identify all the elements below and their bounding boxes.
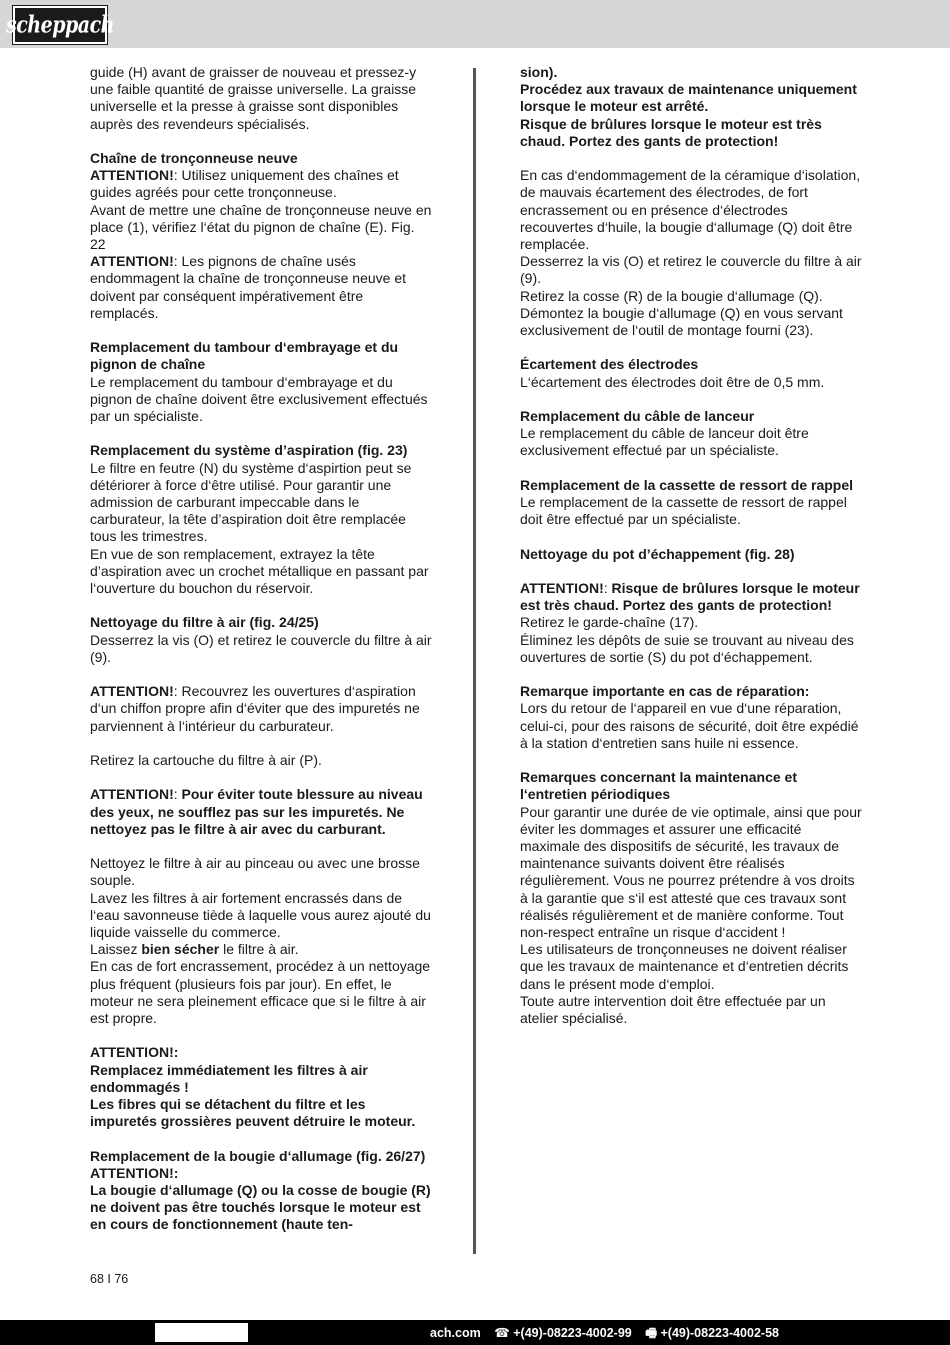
column-divider bbox=[473, 68, 476, 1254]
section-heading: Remplacement du câble de lanceur bbox=[520, 408, 755, 425]
paragraph-spacer bbox=[520, 666, 862, 683]
heading-line bbox=[520, 64, 862, 81]
heading-line bbox=[520, 546, 862, 563]
heading-line bbox=[90, 1165, 432, 1182]
section-heading: Remarque importante en cas de réparation: bbox=[520, 683, 810, 700]
footer-fax: 🖷 +(49)-08223-4002-58 bbox=[645, 1326, 779, 1340]
footer-phone: ☎ +(49)-08223-4002-99 bbox=[494, 1326, 632, 1340]
paragraph-spacer bbox=[90, 666, 432, 683]
body-paragraph bbox=[90, 941, 432, 958]
body-paragraph: Les utilisateurs de tronçonneuses ne doivent réaliser que les travaux de maintenance et d‘entretien décrits dans le présent mode d‘emploi. bbox=[520, 941, 849, 992]
heading-line bbox=[520, 683, 862, 700]
paragraph-spacer bbox=[520, 752, 862, 769]
heading-line bbox=[520, 477, 862, 494]
heading-line bbox=[520, 356, 862, 373]
paragraph-spacer bbox=[520, 391, 862, 408]
paragraph-spacer bbox=[520, 528, 862, 545]
footer-white-block bbox=[155, 1323, 248, 1342]
brand-logo-text: scheppach bbox=[6, 11, 114, 39]
footer-website: ach.com bbox=[430, 1326, 481, 1340]
section-heading: Les fibres qui se détachent du filtre et les impuretés grossières peuvent détruire le moteur. bbox=[90, 1096, 416, 1130]
heading-line bbox=[90, 1096, 432, 1130]
heading-line bbox=[90, 150, 432, 167]
body-paragraph: guide (H) avant de graisser de nouveau et pressez-y une faible quantité de graisse universelle. La graisse universelle et la presse à graisse sont disponibles auprès des revendeurs spécialisés. bbox=[90, 64, 417, 132]
section-heading: Remplacement du tambour d‘embrayage et du pignon de chaîne bbox=[90, 339, 399, 373]
body-paragraph: Desserrez la vis (O) et retirez le couvercle du filtre à air (9). bbox=[520, 253, 862, 287]
paragraph-spacer bbox=[90, 769, 432, 786]
body-paragraph: Retirez le garde-chaîne (17). bbox=[520, 614, 699, 631]
warning-paragraph bbox=[90, 253, 432, 322]
heading-line bbox=[90, 1182, 432, 1234]
section-heading: Chaîne de tronçonneuse neuve bbox=[90, 150, 298, 166]
paragraph-spacer bbox=[90, 1027, 432, 1044]
heading-line bbox=[90, 1148, 432, 1165]
body-paragraph: En vue de son remplacement, extrayez la tête d’aspiration avec un crochet métallique en passant par l‘ouverture du bouchon du réservoir. bbox=[90, 545, 429, 597]
section-heading: La bougie d‘allumage (Q) ou la cosse de bougie (R) ne doivent pas être touchés lorsque le moteur est en cours de fonctionnement (haute ten- bbox=[90, 1182, 431, 1233]
body-paragraph: L‘écartement des électrodes doit être de 0,5 mm. bbox=[520, 373, 825, 390]
body-paragraph: Pour garantir une durée de vie optimale, ainsi que pour éviter les dommages et assurer une efficacité maximale des dispositifs de sécurité, les travaux de maintenance suivants doivent être réalisés régulièrement. Vous ne pourrez prétendre à vos droits à la garantie que s‘il est attesté que ces travaux sont réalisés régulièrement et de manière conforme. Tout non-respect entraîne un risque d‘accident ! bbox=[520, 803, 862, 941]
warning-paragraph bbox=[90, 683, 432, 735]
paragraph-spacer bbox=[90, 838, 432, 855]
warning-paragraph: ATTENTION!: Risque de brûlures lorsque le moteur est très chaud. Portez des gants de protection! bbox=[520, 580, 860, 614]
section-heading: Risque de brûlures lorsque le moteur est très chaud. Portez des gants de protection! bbox=[520, 115, 822, 149]
left-text-column bbox=[90, 64, 432, 1234]
footer-contact bbox=[430, 1324, 950, 1345]
section-heading: Remarques concernant la maintenance et l‘entretien périodiques bbox=[520, 769, 797, 803]
emphasis-run: bien sécher bbox=[141, 941, 220, 958]
paragraph-spacer bbox=[90, 597, 432, 614]
body-paragraph: Retirez la cartouche du filtre à air (P). bbox=[90, 752, 322, 769]
heading-line bbox=[520, 116, 862, 150]
body-paragraph: Lors du retour de l‘appareil en vue d‘une réparation, celui-ci, pour des raisons de sécurité, doit être expédié à la station d‘entretien sans huile ni essence. bbox=[520, 700, 859, 751]
heading-line bbox=[90, 1062, 432, 1096]
body-paragraph: Le remplacement du tambour d‘embrayage et du pignon de chaîne doivent être exclusivement effectués par un spécialiste. bbox=[90, 373, 428, 425]
paragraph-spacer bbox=[90, 133, 432, 150]
warning-label: ATTENTION! bbox=[90, 253, 174, 270]
section-heading: Nettoyage du pot d’échappement (fig. 28) bbox=[520, 545, 795, 562]
section-heading: Remplacement de la bougie d‘allumage (fig. 26/27) bbox=[90, 1147, 426, 1164]
section-heading: sion). bbox=[520, 64, 558, 80]
paragraph-spacer bbox=[90, 1130, 432, 1147]
section-heading: Procédez aux travaux de maintenance uniquement lorsque le moteur est arrêté. bbox=[520, 81, 857, 115]
body-paragraph: Desserrez la vis (O) et retirez le couvercle du filtre à air (9). bbox=[90, 631, 432, 665]
warning-text: Risque de brûlures lorsque le moteur est très chaud. Portez des gants de protection! bbox=[520, 580, 860, 614]
paragraph-spacer bbox=[520, 150, 862, 167]
section-heading: Remplacement du système d’aspiration (fig. 23) bbox=[90, 442, 408, 459]
body-paragraph: Lavez les filtres à air fortement encrassés dans de l‘eau savonneuse tiède à laquelle vous aurez ajouté du liquide vaisselle du commerce. bbox=[90, 889, 431, 941]
warning-text: : Les pignons de chaîne usés endommagent la chaîne de tronçonneuse neuve et doivent par conséquent impérativement être remplacés. bbox=[90, 253, 407, 321]
paragraph-spacer bbox=[520, 563, 862, 580]
section-heading: ATTENTION!: bbox=[90, 1164, 179, 1181]
body-paragraph: En cas d‘endommagement de la céramique d‘isolation, de mauvais écartement des électrodes, de fort encrassement ou en présence d‘électrodes recouvertes d‘huile, la bougie d‘allumage (Q) doit être remplacée. bbox=[520, 167, 861, 253]
right-text-column bbox=[520, 64, 862, 1027]
body-paragraph: Toute autre intervention doit être effectuée par un atelier spécialisé. bbox=[520, 992, 826, 1027]
warning-text: Pour éviter toute blessure au niveau des yeux, ne soufflez pas sur les impuretés. Ne nettoyez pas le filtre à air avec du carburant. bbox=[90, 786, 423, 837]
section-heading: ATTENTION!: bbox=[90, 1044, 179, 1061]
heading-line bbox=[90, 442, 432, 459]
page-header bbox=[0, 0, 950, 48]
heading-line bbox=[520, 769, 862, 803]
body-paragraph: Le remplacement de la cassette de ressort de rappel doit être effectué par un spécialiste. bbox=[520, 494, 847, 528]
paragraph-spacer bbox=[520, 460, 862, 477]
text-run: Laissez bbox=[90, 941, 142, 958]
warning-label: ATTENTION! bbox=[90, 683, 174, 700]
warning-label: ATTENTION! bbox=[90, 786, 174, 803]
body-paragraph: Le filtre en feutre (N) du système d‘aspirtion peut se détériorer à force d‘être utilisé. Pour garantir une admission de carburant impeccable dans le carburateur, la tête d’aspiration doit être remplacée tous les trimestres. bbox=[90, 459, 412, 545]
paragraph-spacer bbox=[90, 425, 432, 442]
heading-line bbox=[520, 408, 862, 425]
warning-text: : Recouvrez les ouvertures d‘aspiration d‘un chiffon propre afin d‘éviter que des impuretés ne parviennent à l‘intérieur du carburateur. bbox=[90, 683, 420, 734]
body-paragraph: Avant de mettre une chaîne de tronçonneuse neuve en place (1), vérifiez l‘état du pignon de chaîne (E). Fig. 22 bbox=[90, 201, 432, 253]
brand-logo bbox=[6, 6, 114, 44]
page-number: 68 I 76 bbox=[90, 1272, 129, 1286]
body-paragraph: Retirez la cosse (R) de la bougie d‘allumage (Q). Démontez la bougie d‘allumage (Q) en vous servant exclusivement de l‘outil de montage fourni (23). bbox=[520, 287, 843, 339]
heading-line bbox=[520, 81, 862, 115]
body-paragraph: Nettoyez le filtre à air au pinceau ou avec une brosse souple. bbox=[90, 855, 420, 889]
body-paragraph: Le remplacement du câble de lanceur doit être exclusivement effectué par un spécialiste. bbox=[520, 425, 809, 459]
page-footer bbox=[0, 1320, 950, 1345]
body-paragraph: Éliminez les dépôts de suie se trouvant au niveau des ouvertures de sortie (S) du pot d‘échappement. bbox=[520, 631, 854, 665]
paragraph-spacer bbox=[90, 322, 432, 339]
paragraph-spacer bbox=[90, 735, 432, 752]
heading-line bbox=[90, 614, 432, 631]
warning-text: : Utilisez uniquement des chaînes et guides agréés pour cette tronçonneuse. bbox=[90, 167, 399, 201]
section-heading: Remplacement de la cassette de ressort de rappel bbox=[520, 476, 854, 493]
warning-label: ATTENTION! bbox=[520, 580, 604, 596]
warning-paragraph: ATTENTION!: Pour éviter toute blessure au niveau des yeux, ne soufflez pas sur les impuretés. Ne nettoyez pas le filtre à air avec du carburant. bbox=[90, 786, 423, 837]
body-paragraph: En cas de fort encrassement, procédez à un nettoyage plus fréquent (plusieurs fois par jour). En effet, le moteur ne sera pleinement efficace que si le filtre à air est propre. bbox=[90, 958, 431, 1027]
heading-line bbox=[90, 339, 432, 373]
section-heading: Nettoyage du filtre à air (fig. 24/25) bbox=[90, 614, 319, 631]
section-heading: Remplacez immédiatement les filtres à air endommagés ! bbox=[90, 1061, 368, 1095]
section-heading: Écartement des électrodes bbox=[520, 356, 699, 373]
warning-paragraph bbox=[90, 167, 432, 201]
warning-label: ATTENTION! bbox=[90, 167, 174, 184]
heading-line bbox=[90, 1044, 432, 1061]
paragraph-spacer bbox=[520, 339, 862, 356]
text-run: le filtre à air. bbox=[219, 941, 299, 958]
